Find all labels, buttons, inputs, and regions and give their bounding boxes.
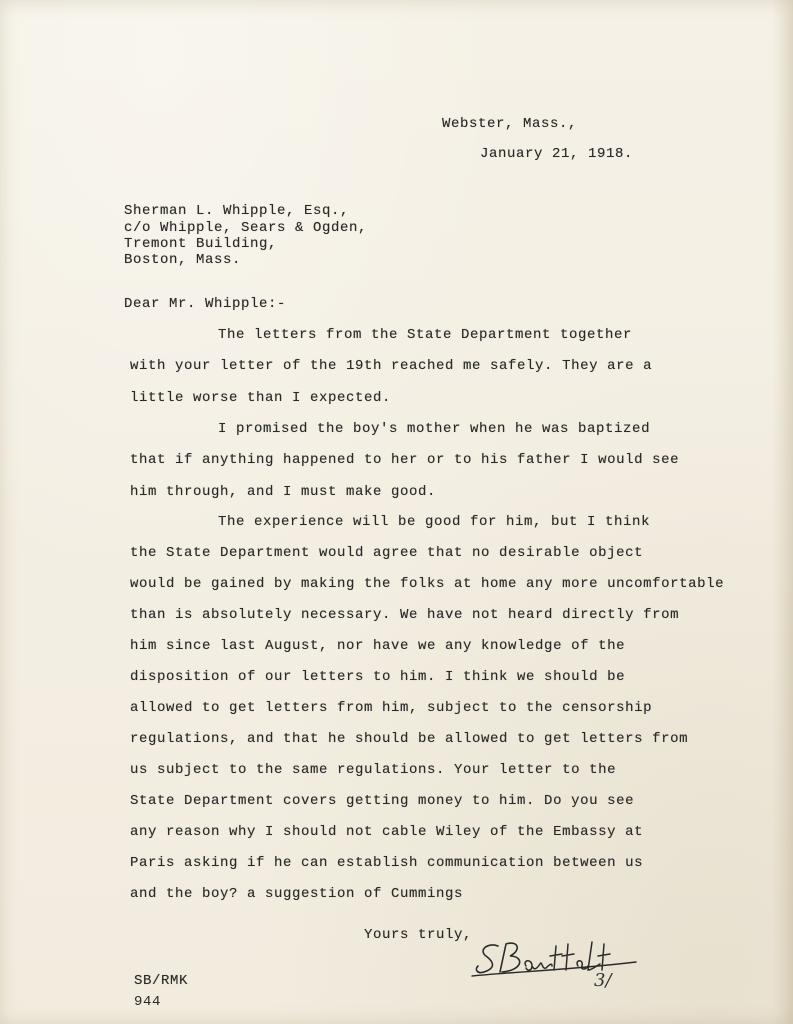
body-line: and the boy? a suggestion of Cummings bbox=[130, 886, 464, 902]
recipient-line: Sherman L. Whipple, Esq., bbox=[124, 203, 350, 219]
letter-date: January 21, 1918. bbox=[480, 146, 634, 162]
body-line: I promised the boy's mother when he was baptized bbox=[218, 421, 651, 437]
body-line: would be gained by making the folks at home any more uncomfortable bbox=[130, 576, 725, 592]
body-line: us subject to the same regulations. Your letter to the bbox=[130, 762, 617, 778]
recipient-line: Boston, Mass. bbox=[124, 252, 242, 268]
recipient-line: c/o Whipple, Sears & Ogden, bbox=[124, 220, 368, 236]
body-line: than is absolutely necessary. We have not heard directly from bbox=[130, 607, 680, 623]
letter-place: Webster, Mass., bbox=[442, 116, 578, 132]
reference-number: 944 bbox=[134, 994, 162, 1010]
handwritten-signature bbox=[470, 936, 640, 982]
body-line: State Department covers getting money to him. Do you see bbox=[130, 793, 635, 809]
signature-number: 3/ bbox=[594, 970, 612, 991]
body-line: disposition of our letters to him. I think we should be bbox=[130, 669, 626, 685]
body-line: him since last August, nor have we any knowledge of the bbox=[130, 638, 626, 654]
paper-edge-shadow bbox=[771, 0, 793, 1024]
body-line: The experience will be good for him, but I think bbox=[218, 514, 651, 530]
body-line: allowed to get letters from him, subject to the censorship bbox=[130, 700, 653, 716]
body-line: with your letter of the 19th reached me safely. They are a bbox=[130, 358, 653, 374]
body-line: regulations, and that he should be allowed to get letters from bbox=[130, 731, 689, 747]
body-line: him through, and I must make good. bbox=[130, 484, 437, 500]
recipient-line: Tremont Building, bbox=[124, 236, 278, 252]
body-line: that if anything happened to her or to his father I would see bbox=[130, 452, 680, 468]
body-line: any reason why I should not cable Wiley of the Embassy at bbox=[130, 824, 644, 840]
closing: Yours truly, bbox=[364, 927, 473, 943]
body-line: The letters from the State Department together bbox=[218, 327, 633, 343]
body-line: Paris asking if he can establish communication between us bbox=[130, 855, 644, 871]
body-line: little worse than I expected. bbox=[130, 390, 392, 406]
salutation: Dear Mr. Whipple:- bbox=[124, 296, 287, 312]
body-line: the State Department would agree that no desirable object bbox=[130, 545, 644, 561]
typist-initials: SB/RMK bbox=[134, 973, 189, 989]
